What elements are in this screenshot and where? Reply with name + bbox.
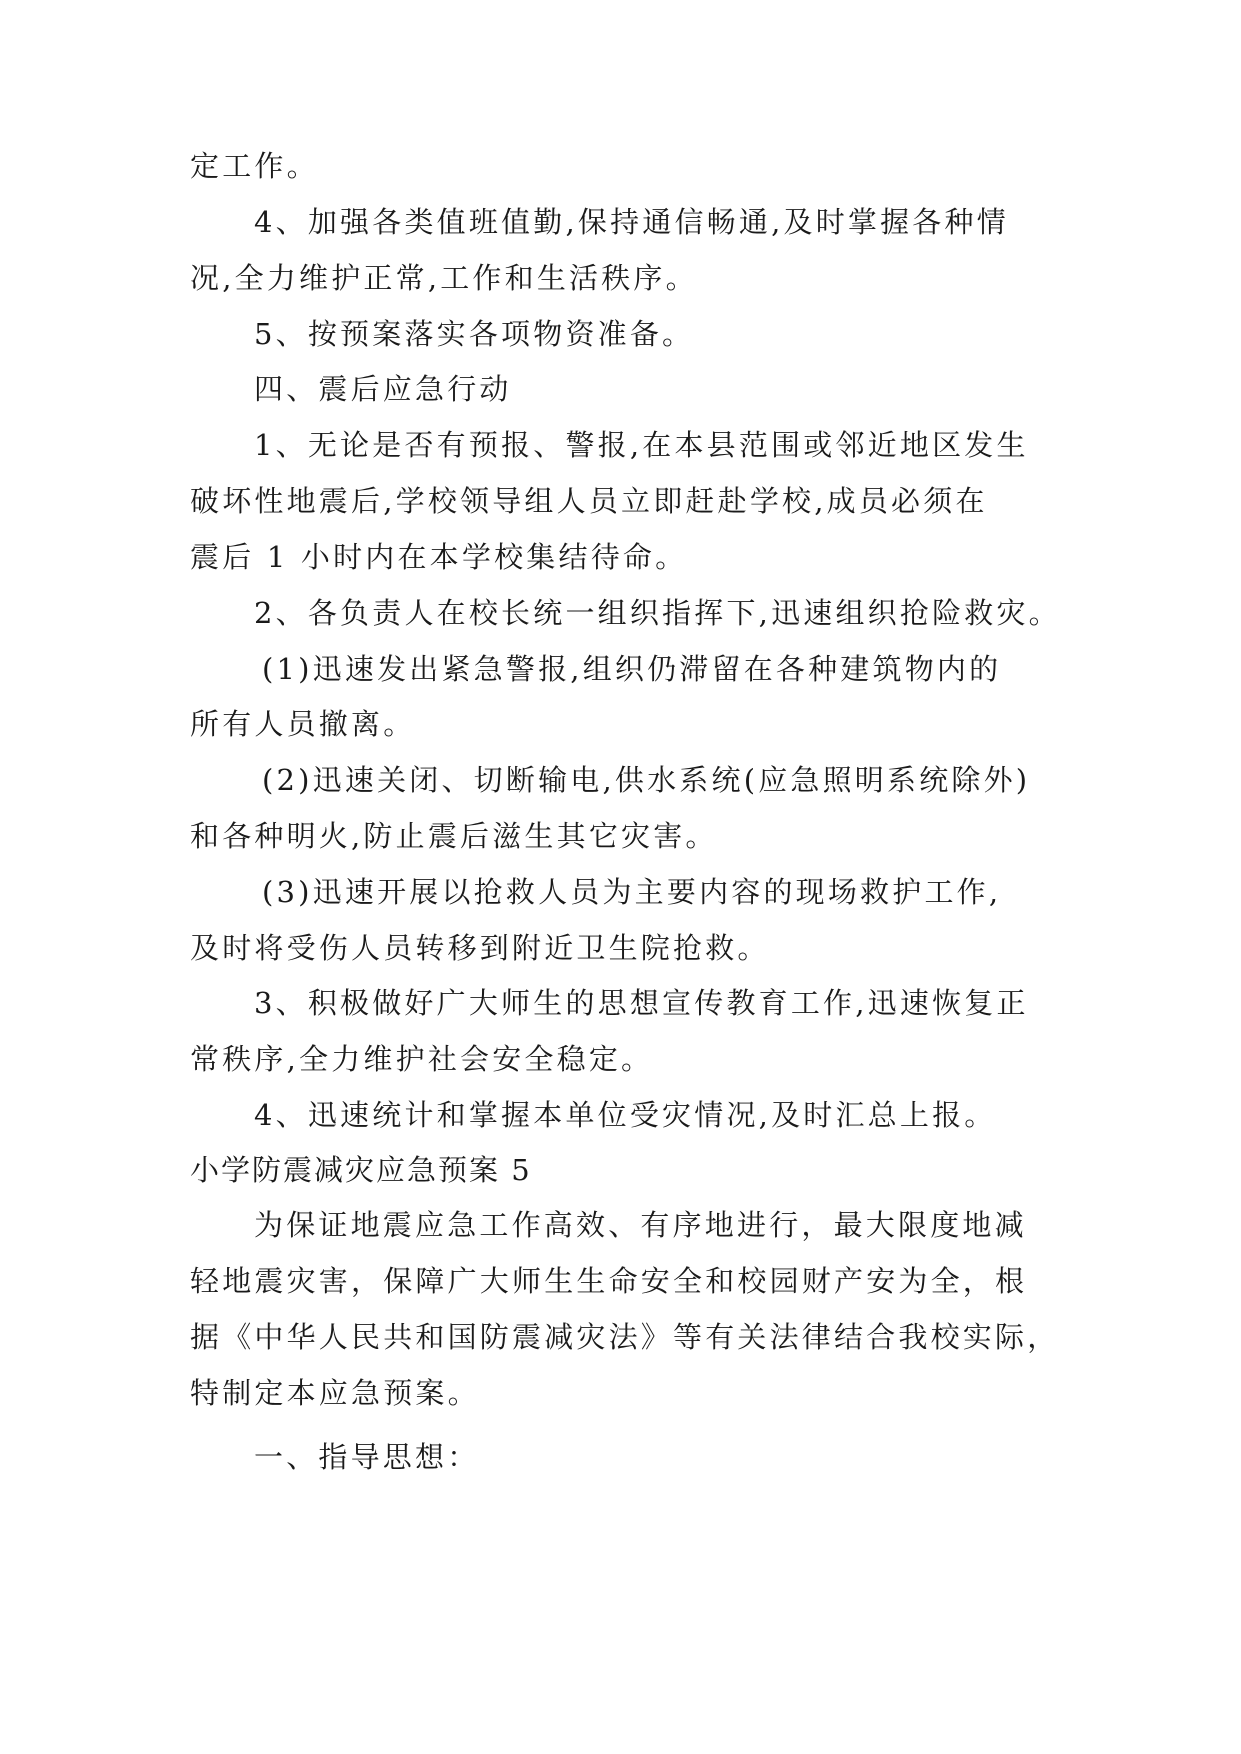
text-line: 4、加强各类值班值勤,保持通信畅通,及时掌握各种情 [254, 205, 1009, 239]
section-heading: 一、指导思想： [254, 1440, 480, 1474]
text-line: 所有人员撤离。 [190, 707, 416, 741]
text-line: (3)迅速开展以抢救人员为主要内容的现场救护工作, [262, 875, 1002, 909]
section-heading: 四、震后应急行动 [254, 372, 512, 406]
text-line: 和各种明火,防止震后滋生其它灾害。 [190, 819, 718, 853]
text-line: 特制定本应急预案。 [190, 1376, 480, 1410]
text-line: 况,全力维护正常,工作和生活秩序。 [190, 261, 698, 295]
text-line: 为保证地震应急工作高效、有序地进行，最大限度地减 [254, 1208, 1027, 1242]
text-line: (2)迅速关闭、切断输电,供水系统(应急照明系统除外) [262, 763, 1031, 797]
text-line: 常秩序,全力维护社会安全稳定。 [190, 1042, 654, 1076]
text-line: 震后 1 小时内在本学校集结待命。 [190, 540, 688, 574]
text-line: 4、迅速统计和掌握本单位受灾情况,及时汇总上报。 [254, 1098, 997, 1132]
text-line: (1)迅速发出紧急警报,组织仍滞留在各种建筑物内的 [262, 652, 1002, 686]
text-line: 及时将受伤人员转移到附近卫生院抢救。 [190, 931, 770, 965]
text-line: 轻地震灾害，保障广大师生生命安全和校园财产安为全，根 [190, 1264, 1028, 1298]
text-line: 据《中华人民共和国防震减灾法》等有关法律结合我校实际， [190, 1320, 1060, 1354]
text-line: 1、无论是否有预报、警报,在本县范围或邻近地区发生 [254, 428, 1029, 462]
document-title: 小学防震减灾应急预案 5 [190, 1153, 532, 1187]
text-line: 5、按预案落实各项物资准备。 [254, 317, 695, 351]
text-line: 破坏性地震后,学校领导组人员立即赶赴学校,成员必须在 [190, 484, 988, 518]
text-line: 2、各负责人在校长统一组织指挥下,迅速组织抢险救灾。 [254, 596, 1061, 630]
text-line: 3、积极做好广大师生的思想宣传教育工作,迅速恢复正 [254, 986, 1029, 1020]
text-line: 定工作。 [190, 149, 319, 183]
